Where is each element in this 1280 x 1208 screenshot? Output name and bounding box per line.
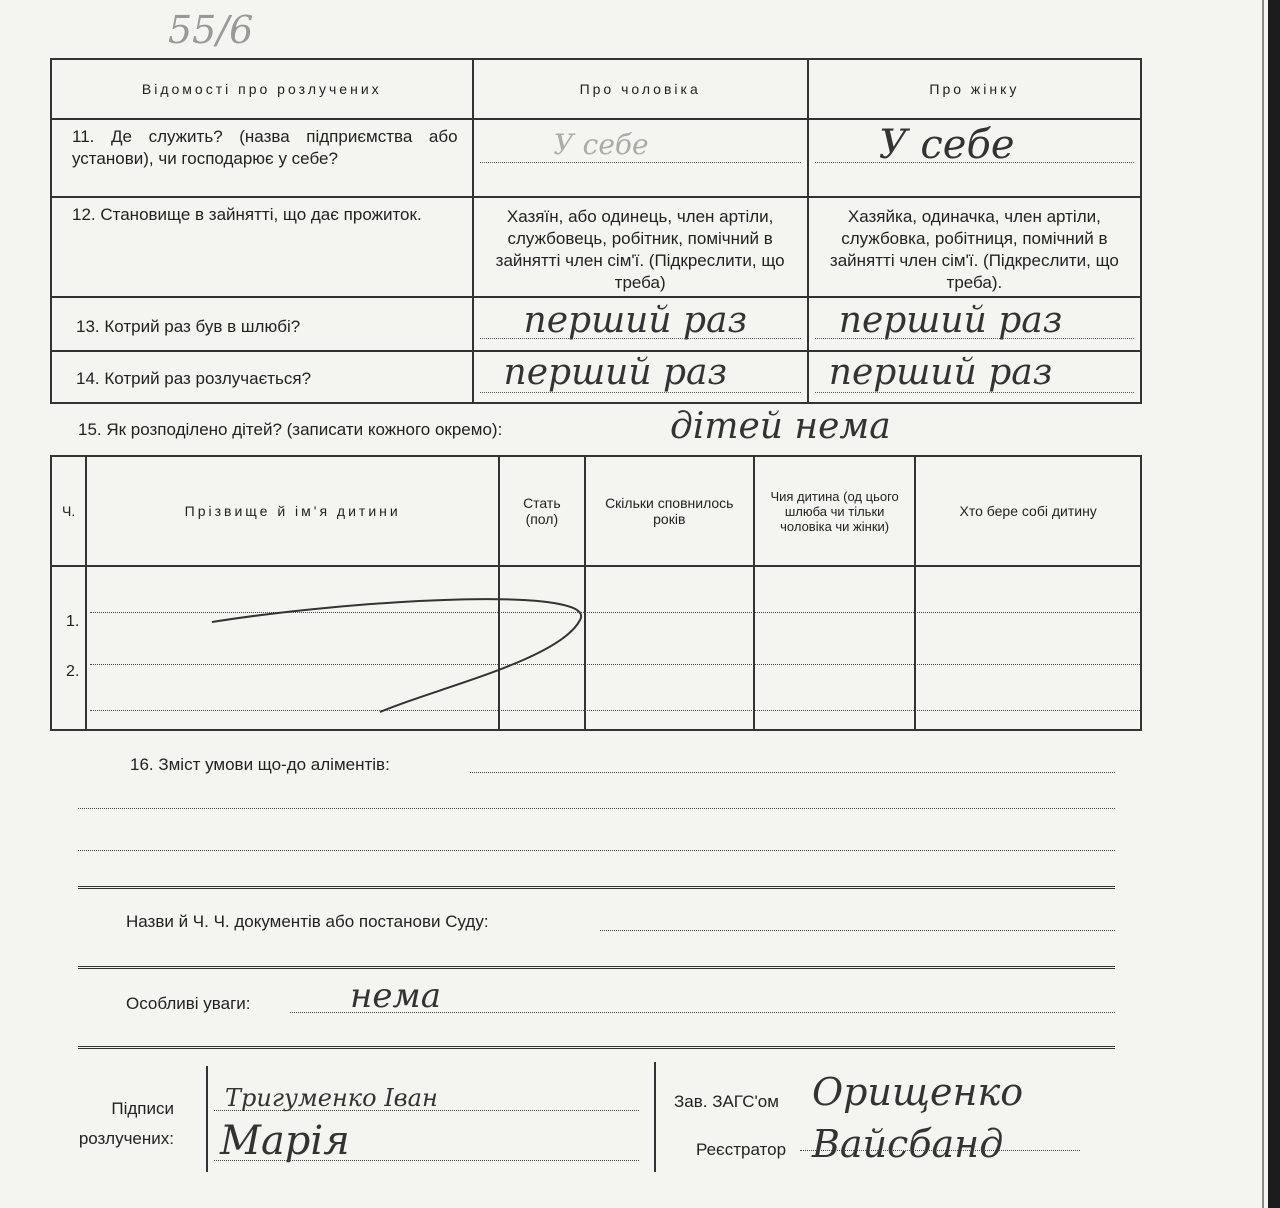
- page-edge-line: [1262, 0, 1264, 1208]
- child-row-1: 1.: [66, 613, 80, 630]
- notes-answer: нема: [350, 976, 441, 1016]
- children-who-cell: [915, 566, 1141, 730]
- signature-wife: Марія: [220, 1118, 350, 1164]
- spouses-info-table: [50, 58, 1142, 404]
- children-col-who: Хто бере собі дитину: [915, 456, 1141, 566]
- question-12: 12. Становище в зайнятті, що дає прожиток.: [51, 197, 473, 297]
- question-14: 14. Котрий раз розлучається?: [51, 351, 473, 403]
- question-16: 16. Зміст умови що-до аліментів:: [130, 755, 390, 774]
- wife-workplace-cell: [808, 119, 1141, 197]
- header-col3: Про жінку: [808, 59, 1141, 119]
- registrar-label: Реєстратор: [696, 1140, 787, 1159]
- header-col1: Відомості про розлучених: [51, 59, 473, 119]
- wife-marriage-cell: [808, 297, 1141, 351]
- head-label: Зав. ЗАГС'ом: [674, 1092, 779, 1111]
- question-15: 15. Як розподілено дітей? (записати кожного окремо):: [78, 420, 503, 439]
- children-col-age: Скільки сповнилось років: [585, 456, 754, 566]
- husband-divorce-count: перший раз: [503, 352, 728, 393]
- husband-workplace: У себе: [553, 128, 649, 161]
- registrar-signature: Вайсбанд: [812, 1122, 1004, 1166]
- husband-divorce-cell: [473, 351, 808, 403]
- wife-divorce-count: перший раз: [828, 352, 1053, 393]
- wife-divorce-cell: [808, 351, 1141, 403]
- signature-husband: Тригуменко Іван: [225, 1084, 438, 1112]
- signatures-label: Підписи розлучених:: [78, 1099, 174, 1148]
- head-signature: Орищенко: [812, 1070, 1024, 1114]
- husband-status-cell: [473, 197, 808, 297]
- children-col-sex: Стать (пол): [499, 456, 585, 566]
- question-11: 11. Де служить? (назва підприємства або установи), чи господарює у себе?: [51, 119, 473, 197]
- wife-status-cell: [808, 197, 1141, 297]
- children-col-num: Ч.: [51, 456, 86, 566]
- cross-out-stroke-icon: [200, 590, 620, 720]
- notes-label: Особливі уваги:: [126, 994, 251, 1013]
- wife-marriage-count: перший раз: [838, 300, 1063, 341]
- husband-workplace-cell: [473, 119, 808, 197]
- children-whose-cell: [754, 566, 915, 730]
- top-note: 55/6: [168, 8, 254, 52]
- wife-status-options: Хазяйка, одиначка, член артіли, службовка, робітниця, помічний в зайнятті член сім'ї. (Підкреслити, що треба).: [829, 207, 1119, 292]
- header-col2: Про чоловіка: [473, 59, 808, 119]
- children-answer: дітей нема: [670, 406, 891, 447]
- husband-marriage-cell: [473, 297, 808, 351]
- wife-workplace: У себе: [878, 122, 1015, 168]
- children-col-name: Прізвище й ім'я дитини: [86, 456, 499, 566]
- question-13: 13. Котрий раз був в шлюбі?: [51, 297, 473, 351]
- child-row-2: 2.: [66, 663, 80, 680]
- children-col-whose: Чия дитина (од цього шлюба чи тільки чоловіка чи жінки): [754, 456, 915, 566]
- husband-marriage-count: перший раз: [523, 300, 748, 341]
- documents-label: Назви й Ч. Ч. документів або постанови Суду:: [126, 912, 489, 931]
- husband-status-options: Хазяїн, або одинець, член артіли, службовець, робітник, помічний в зайнятті член сім'ї. (Підкреслити, що треба): [495, 207, 785, 292]
- children-row-numbers: [51, 566, 86, 730]
- page-edge: [1268, 0, 1280, 1208]
